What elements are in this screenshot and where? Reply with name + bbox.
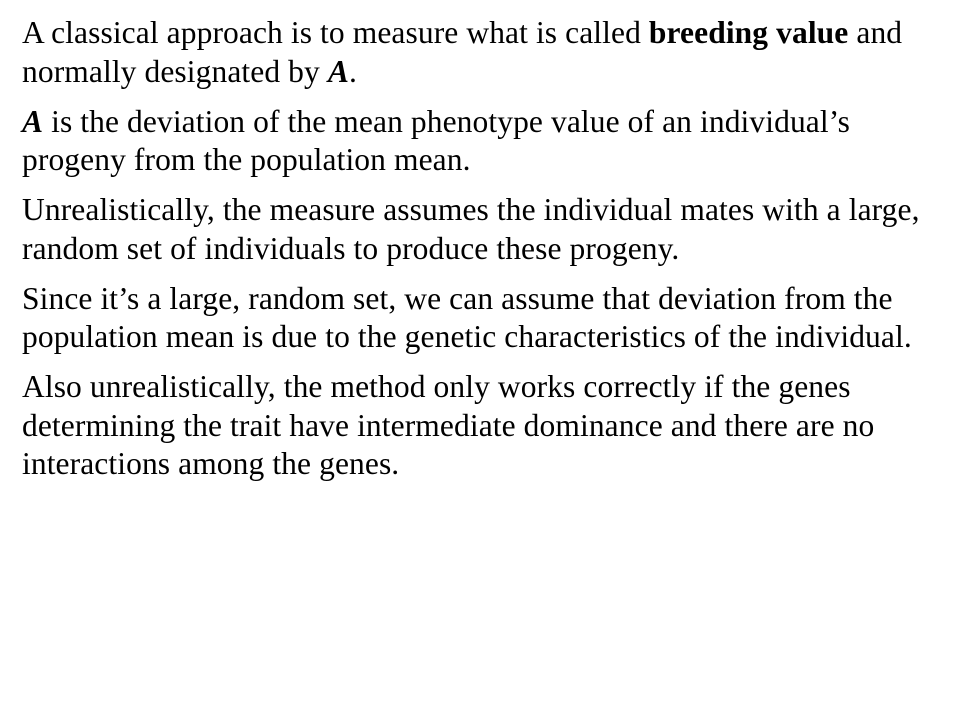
p1-bold-term: breeding value	[648, 15, 849, 50]
p1-symbol: A	[327, 53, 349, 89]
p1-text-b: and normally designated by	[22, 15, 903, 89]
paragraph-unrealistic-assumption	[22, 191, 947, 268]
p1-text-a: A classical approach is to measure what is called	[22, 15, 649, 50]
p4-text: Since it’s a large, random set, we can assume that deviation from the population mean is due to the genetic characteristics of the individual.	[22, 280, 912, 354]
p5-text: Also unrealistically, the method only works correctly if the genes determining the trait have intermediate dominance and there are no interactions among the genes.	[22, 369, 875, 481]
paragraph-breeding-value-definition	[22, 14, 947, 91]
p2-text: is the deviation of the mean phenotype value of an individual’s progeny from the population mean.	[22, 103, 850, 177]
paragraph-intermediate-dominance	[22, 368, 947, 484]
p2-symbol: A	[22, 103, 44, 139]
paragraph-deviation	[22, 103, 947, 180]
slide-body	[22, 14, 947, 495]
p3-text: Unrealistically, the measure assumes the individual mates with a large, random set of individuals to produce these progeny.	[22, 192, 920, 266]
paragraph-random-set	[22, 280, 947, 357]
p1-text-c: .	[348, 53, 357, 89]
